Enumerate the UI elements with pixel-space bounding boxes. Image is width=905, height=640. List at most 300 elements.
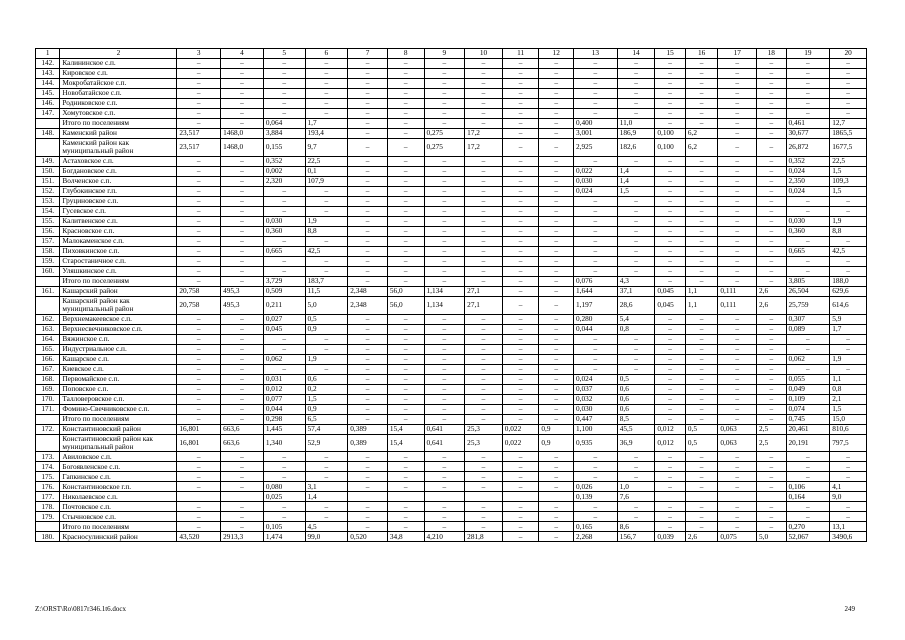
table-cell: – [573,89,617,99]
table-cell: – [221,89,264,99]
table-cell: 1865,5 [830,129,867,139]
table-row [36,59,867,69]
table-cell: – [348,344,388,354]
table-cell: – [387,139,424,157]
table-cell: – [348,374,388,384]
table-cell: – [387,276,424,286]
table-cell: – [221,354,264,364]
row-name: Хомутовское с.п. [60,109,177,119]
table-cell: – [617,109,655,119]
table-cell: 0,9 [305,324,348,334]
table-cell: – [573,206,617,216]
table-cell: – [573,256,617,266]
table-cell: – [465,216,503,226]
table-cell: – [573,246,617,256]
table-cell: – [718,452,757,462]
table-cell: 4,5 [305,522,348,532]
table-cell: – [221,522,264,532]
row-number: 173. [36,452,60,462]
row-number: 163. [36,324,60,334]
row-name: Авиловское с.п. [60,452,177,462]
table-row [36,109,867,119]
table-cell: 2913,3 [221,532,264,542]
table-cell: 3,805 [786,276,830,286]
table-cell: – [757,374,786,384]
row-number: 151. [36,176,60,186]
table-cell: – [539,89,574,99]
row-number: 169. [36,384,60,394]
table-cell: 3,884 [263,129,305,139]
table-cell: – [757,334,786,344]
table-cell: 27,1 [465,296,503,314]
table-cell: – [655,59,686,69]
table-cell: – [348,176,388,186]
table-cell: 11,5 [305,286,348,296]
row-number [36,296,60,314]
table-cell: – [348,334,388,344]
table-cell: – [465,266,503,276]
table-cell [757,492,786,502]
table-cell: 43,520 [177,532,221,542]
table-cell: – [830,266,867,276]
table-cell: – [221,226,264,236]
table-cell: 0,6 [617,394,655,404]
table-cell: – [685,512,718,522]
table-cell: – [757,99,786,109]
table-cell: – [617,364,655,374]
table-cell: – [465,314,503,324]
table-cell: – [424,452,465,462]
table-cell: 495,3 [221,286,264,296]
table-cell: – [655,119,686,129]
table-cell: – [685,452,718,462]
table-cell: 25,3 [465,424,503,434]
table-row [36,462,867,472]
table-cell: 495,3 [221,296,264,314]
table-cell: – [685,246,718,256]
table-cell: 193,4 [305,129,348,139]
table-cell: – [655,354,686,364]
table-cell: – [465,502,503,512]
table-cell: 0,9 [539,434,574,452]
table-cell: – [655,156,686,166]
table-cell: – [786,99,830,109]
table-cell: – [685,156,718,166]
table-cell: – [573,216,617,226]
table-cell: – [348,502,388,512]
table-cell: – [573,69,617,79]
table-cell: – [177,256,221,266]
table-cell: – [348,79,388,89]
table-cell: 0,044 [573,324,617,334]
table-cell: – [539,482,574,492]
table-cell: – [263,364,305,374]
table-cell: 2,268 [573,532,617,542]
table-cell: – [465,364,503,374]
table-cell: – [177,59,221,69]
table-cell: – [655,89,686,99]
table-cell: 1,474 [263,532,305,542]
table-cell: – [539,139,574,157]
table-cell: 4,210 [424,532,465,542]
row-name: Старостаничное с.п. [60,256,177,266]
table-cell: – [221,452,264,462]
table-cell: – [221,69,264,79]
table-cell: – [786,109,830,119]
table-cell: 2,6 [757,296,786,314]
table-cell: – [502,166,539,176]
table-cell: – [539,374,574,384]
table-cell: – [655,334,686,344]
table-cell: – [655,69,686,79]
table-cell: – [387,324,424,334]
table-cell: – [465,156,503,166]
table-cell: – [718,139,757,157]
table-cell: 0,389 [348,424,388,434]
table-cell: – [465,472,503,482]
table-cell: 52,067 [786,532,830,542]
table-cell: – [655,226,686,236]
table-cell: 1468,0 [221,129,264,139]
table-cell: – [655,99,686,109]
table-cell: – [502,286,539,296]
table-cell: – [757,462,786,472]
table-cell: – [685,79,718,89]
row-number: 165. [36,344,60,354]
table-cell: 0,074 [786,404,830,414]
table-cell: 0,025 [263,492,305,502]
table-cell: – [655,236,686,246]
table-cell: 0,030 [573,176,617,186]
table-cell: – [757,472,786,482]
table-cell: – [573,462,617,472]
table-cell: – [830,79,867,89]
table-cell: – [263,59,305,69]
table-cell: – [757,512,786,522]
table-cell: – [718,69,757,79]
table-cell: – [502,276,539,286]
table-cell: 0,037 [573,384,617,394]
table-cell: – [305,206,348,216]
table-cell: – [617,59,655,69]
table-cell: – [539,394,574,404]
table-cell: 0,030 [786,216,830,226]
table-cell: – [221,334,264,344]
table-cell: – [718,364,757,374]
table-cell: 0,076 [573,276,617,286]
table-cell: – [387,59,424,69]
table-cell: – [263,334,305,344]
row-name: Почтовское с.п. [60,502,177,512]
table-cell: – [539,364,574,374]
table-cell: – [465,99,503,109]
table-cell: – [424,246,465,256]
row-number: 166. [36,354,60,364]
table-row [36,119,867,129]
table-cell: 2,5 [757,424,786,434]
table-cell: – [786,196,830,206]
table-cell: 0,063 [718,434,757,452]
table-cell: 0,2 [305,384,348,394]
row-name: Николаевское с.п. [60,492,177,502]
table-cell: 0,022 [502,424,539,434]
table-cell: – [177,414,221,424]
row-number: 144. [36,79,60,89]
table-cell: – [221,119,264,129]
table-cell: 0,024 [573,186,617,196]
table-cell: 17,2 [465,139,503,157]
table-cell: – [221,482,264,492]
table-cell: 0,275 [424,139,465,157]
table-cell: – [718,314,757,324]
table-cell: – [465,354,503,364]
table-cell: – [502,414,539,424]
table-cell: 0,447 [573,414,617,424]
table-cell: – [387,482,424,492]
table-cell: – [539,384,574,394]
row-name: Кашарский район как муниципальный район [60,296,177,314]
table-cell: 0,045 [655,286,686,296]
table-cell: – [387,344,424,354]
row-number: 179. [36,512,60,522]
row-name: Вяжинское с.п. [60,334,177,344]
table-cell: – [424,59,465,69]
table-cell: – [539,522,574,532]
table-cell: – [348,216,388,226]
table-cell: 0,030 [573,404,617,414]
column-header: 15 [655,49,686,59]
table-cell: – [757,119,786,129]
table-cell: – [221,394,264,404]
table-cell: – [685,414,718,424]
table-cell: – [263,344,305,354]
table-cell: – [757,502,786,512]
table-cell: 36,9 [617,434,655,452]
table-cell: 0,6 [617,384,655,394]
table-cell: – [348,156,388,166]
table-cell: – [502,532,539,542]
table-cell: – [718,186,757,196]
table-cell: – [177,196,221,206]
table-cell: – [502,512,539,522]
table-cell: – [387,364,424,374]
table-cell: 6,2 [685,139,718,157]
table-row [36,276,867,286]
row-number: 178. [36,502,60,512]
column-header: 16 [685,49,718,59]
table-cell: 1,5 [305,394,348,404]
table-cell: – [617,99,655,109]
table-cell: 0,044 [263,404,305,414]
row-name: Верхнемакеевское с.п. [60,314,177,324]
table-cell: – [263,79,305,89]
table-cell: – [655,462,686,472]
table-cell: – [348,226,388,236]
table-cell: – [263,236,305,246]
table-cell: – [539,334,574,344]
table-cell: – [655,186,686,196]
row-name: Красновское с.п. [60,226,177,236]
table-cell: 5,0 [305,296,348,314]
row-number [36,276,60,286]
table-cell: – [348,364,388,374]
table-cell: – [718,414,757,424]
table-cell: – [221,414,264,424]
table-cell: – [539,166,574,176]
table-cell: – [757,276,786,286]
table-cell: 2,5 [757,434,786,452]
file-path: Z:\ORST\Ro\0817r346.1t6.docx [35,605,126,613]
table-cell: 0,030 [263,216,305,226]
table-cell: 3490,6 [830,532,867,542]
table-cell: – [502,404,539,414]
table-cell: – [424,324,465,334]
table-cell [177,492,221,502]
table-cell: – [502,266,539,276]
table-cell: – [465,522,503,532]
table-cell: 30,677 [786,129,830,139]
table-cell: – [539,354,574,364]
row-name: Красносулинский район [60,532,177,542]
table-cell: – [348,314,388,324]
table-cell: – [757,256,786,266]
table-cell: – [387,79,424,89]
table-row [36,414,867,424]
table-cell: – [348,139,388,157]
column-header: 9 [424,49,465,59]
table-cell [502,492,539,502]
table-cell: 663,6 [221,434,264,452]
table-cell: 1,197 [573,296,617,314]
table-cell: – [757,236,786,246]
table-cell: – [221,156,264,166]
table-cell: 15,4 [387,434,424,452]
table-cell: – [424,276,465,286]
table-cell: – [757,69,786,79]
table-cell: – [424,226,465,236]
table-cell: – [387,394,424,404]
table-cell: – [685,522,718,532]
table-cell: – [685,276,718,286]
table-row [36,176,867,186]
table-cell: – [263,109,305,119]
table-cell: 20,461 [786,424,830,434]
table-cell: – [177,109,221,119]
column-header: 1 [36,49,60,59]
table-cell: 1,0 [617,482,655,492]
table-cell: – [617,502,655,512]
row-name: Гусевское с.п. [60,206,177,216]
table-cell: – [502,472,539,482]
table-cell: 810,6 [830,424,867,434]
table-cell: – [465,276,503,286]
table-row [36,69,867,79]
table-cell: – [786,206,830,216]
table-cell: – [539,206,574,216]
table-cell: 0,012 [263,384,305,394]
table-cell: – [573,99,617,109]
table-cell: 0,026 [573,482,617,492]
table-cell: 1,445 [263,424,305,434]
table-cell: – [786,236,830,246]
table-cell: – [685,236,718,246]
table-cell: – [718,59,757,69]
table-cell: – [221,364,264,374]
table-cell: – [263,256,305,266]
row-name: Мокробатайское с.п. [60,79,177,89]
table-cell: – [718,522,757,532]
table-cell: – [539,324,574,334]
table-cell: – [573,452,617,462]
table-cell: – [465,414,503,424]
row-name: Уляшкинское с.п. [60,266,177,276]
table-cell: – [573,354,617,364]
row-number: 172. [36,424,60,434]
table-cell: – [305,186,348,196]
table-cell: – [387,99,424,109]
table-cell: – [387,89,424,99]
table-cell: – [502,502,539,512]
table-cell: – [786,256,830,266]
table-cell: – [830,236,867,246]
table-row [36,236,867,246]
table-cell: – [830,109,867,119]
table-cell: – [539,59,574,69]
table-cell: – [348,394,388,404]
table-cell: – [177,394,221,404]
table-cell: 0,520 [348,532,388,542]
table-cell: – [387,196,424,206]
table-cell: – [221,266,264,276]
table-cell: – [387,236,424,246]
table-cell: – [830,196,867,206]
table-cell: – [305,344,348,354]
table-cell: – [263,452,305,462]
table-cell: – [263,502,305,512]
table-cell: – [655,166,686,176]
table-cell: 0,024 [573,374,617,384]
table-cell: – [221,276,264,286]
table-cell: – [685,472,718,482]
table-cell: – [502,462,539,472]
row-number: 146. [36,99,60,109]
column-header: 2 [60,49,177,59]
table-cell: 0,002 [263,166,305,176]
table-cell: – [617,354,655,364]
table-cell: – [177,502,221,512]
table-cell: – [348,99,388,109]
table-cell: 6,5 [305,414,348,424]
table-cell: – [387,314,424,324]
row-name: Первомайское с.п. [60,374,177,384]
table-cell: 1,9 [305,354,348,364]
table-cell: – [221,216,264,226]
row-name: Калитвенское с.п. [60,216,177,226]
table-cell: – [539,266,574,276]
table-cell: – [177,314,221,324]
table-cell: – [617,246,655,256]
table-cell: – [387,404,424,414]
table-cell: – [221,374,264,384]
table-cell: 0,089 [786,324,830,334]
table-cell: – [685,394,718,404]
table-cell: 42,5 [830,246,867,256]
table-cell: – [718,226,757,236]
table-cell: – [718,176,757,186]
table-cell: 9,0 [830,492,867,502]
table-cell: – [424,404,465,414]
row-number: 148. [36,129,60,139]
